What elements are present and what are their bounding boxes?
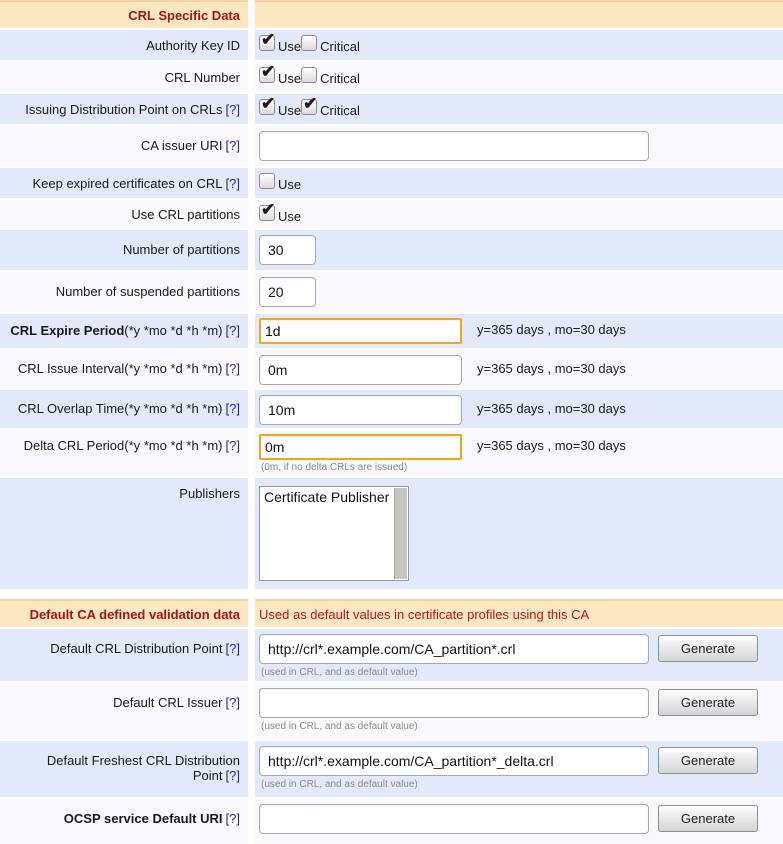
help-question-link[interactable]: ? [229, 641, 237, 656]
bracket: [ [225, 695, 230, 710]
bracket: ] [236, 102, 240, 117]
idp-use-checkbox[interactable] [259, 99, 275, 115]
bracket: [ [225, 138, 230, 153]
partitions-use-checkbox[interactable] [259, 205, 275, 221]
label-text: Delta CRL Period(*y *mo *d *h *m) [23, 438, 223, 453]
label-text: Default CRL Distribution Point [50, 641, 223, 656]
row-default-crl-issuer [0, 683, 783, 739]
bracket: ] [236, 695, 240, 710]
delta-crl-period-label [0, 430, 248, 476]
authority-key-id-critical-group [301, 35, 360, 54]
help-link-default-crl-issuer [226, 695, 240, 710]
bracket: [ [225, 641, 230, 656]
authority-key-id-critical-checkbox[interactable] [301, 35, 317, 51]
default-freshest-crl-distribution-point-input[interactable] [259, 746, 649, 776]
keep-expired-use-checkbox[interactable] [259, 173, 275, 189]
help-question-link[interactable]: ? [229, 811, 237, 826]
use-label: Use [278, 103, 302, 118]
idp-use-group [259, 99, 301, 118]
delta-crl-period-input[interactable] [259, 434, 462, 460]
issuing-distribution-point-controls [255, 94, 783, 124]
number-of-suspended-partitions-controls [255, 272, 783, 312]
unit-conversion-note: y=365 days , mo=30 days [477, 361, 626, 376]
bracket: ] [236, 768, 240, 783]
crl-issue-interval-label [0, 350, 248, 388]
label-text: Keep expired certificates on CRL [32, 176, 223, 191]
used-in-crl-note: (used in CRL, and as default value) [261, 667, 418, 678]
bracket: ] [236, 811, 240, 826]
authority-key-id-use-checkbox[interactable] [259, 35, 275, 51]
row-use-crl-partitions [0, 200, 783, 228]
row-number-of-partitions [0, 230, 783, 270]
section-title: CRL Specific Data [0, 0, 248, 28]
row-crl-overlap-time [0, 390, 783, 428]
delta-crl-period-controls [255, 430, 783, 476]
crl-expire-period-label [0, 314, 248, 348]
use-label: Use [278, 71, 302, 86]
crl-issue-interval-controls [255, 350, 783, 388]
help-link-ca-issuer-uri [226, 138, 240, 153]
label-text: Use CRL partitions [131, 207, 240, 222]
crl-number-controls [255, 62, 783, 92]
use-crl-partitions-controls [255, 200, 783, 228]
idp-critical-checkbox[interactable] [301, 99, 317, 115]
generate-button-issuer[interactable]: Generate [658, 689, 758, 716]
row-delta-crl-period [0, 430, 783, 476]
crl-overlap-time-controls [255, 390, 783, 428]
critical-label: Critical [320, 39, 360, 54]
help-question-link[interactable]: ? [229, 361, 237, 376]
help-question-link[interactable]: ? [229, 138, 237, 153]
use-crl-partitions-label [0, 200, 248, 228]
help-question-link[interactable]: ? [229, 323, 237, 338]
bracket: ] [236, 361, 240, 376]
label-text: Number of partitions [122, 242, 240, 257]
section-subtitle: Used as default values in certificate profiles using this CA [255, 599, 783, 627]
help-question-link[interactable]: ? [229, 768, 237, 783]
ocsp-service-default-uri-label [0, 799, 248, 844]
number-of-partitions-input[interactable] [259, 235, 316, 265]
unit-conversion-note: y=365 days , mo=30 days [477, 322, 626, 337]
bracket: ] [236, 438, 240, 453]
label-text: Default Freshest CRL Distribution Point [46, 753, 240, 783]
delta-crl-subnote: (0m, if no delta CRLs are issued) [261, 462, 408, 473]
bracket: [ [225, 768, 230, 783]
publishers-controls [255, 478, 783, 589]
row-crl-expire-period [0, 314, 783, 348]
crl-expire-period-controls [255, 314, 783, 348]
row-ocsp-service-default-uri [0, 799, 783, 844]
authority-key-id-use-group [259, 35, 301, 54]
used-in-crl-note: (used in CRL, and as default value) [261, 721, 418, 732]
help-link-issuing-distribution-point [226, 102, 240, 117]
use-label: Use [278, 39, 302, 54]
crl-number-critical-group [301, 67, 360, 86]
section-header-default-validation-data [0, 599, 783, 627]
bracket: [ [225, 176, 230, 191]
publishers-listbox[interactable] [259, 486, 409, 581]
row-keep-expired [0, 168, 783, 198]
listbox-scrollbar[interactable] [394, 488, 407, 579]
label-text: CA issuer URI [140, 138, 223, 153]
critical-label: Critical [320, 71, 360, 86]
ocsp-service-default-uri-input[interactable] [259, 804, 649, 834]
default-freshest-crl-distribution-point-controls [255, 741, 783, 797]
crl-number-use-group [259, 67, 301, 86]
label-text: Publishers [179, 486, 240, 501]
number-of-partitions-controls [255, 230, 783, 270]
label-text: Number of suspended partitions [55, 284, 240, 299]
bracket: [ [225, 323, 230, 338]
publishers-option[interactable]: Certificate Publisher [264, 489, 390, 505]
crl-issue-interval-input[interactable] [259, 355, 462, 385]
default-crl-issuer-input[interactable] [259, 688, 649, 718]
label-strong: CRL Expire Period [10, 323, 125, 338]
bracket: [ [225, 438, 230, 453]
ca-issuer-uri-label [0, 126, 248, 166]
generate-button-freshest[interactable]: Generate [658, 747, 758, 774]
row-ca-issuer-uri [0, 126, 783, 166]
used-in-crl-note: (used in CRL, and as default value) [261, 779, 418, 790]
bracket: [ [225, 811, 230, 826]
help-question-link[interactable]: ? [229, 401, 237, 416]
label-text: CRL Overlap Time(*y *mo *d *h *m) [17, 401, 223, 416]
help-link-ocsp [226, 811, 240, 826]
help-link-default-crl-distribution-point [226, 641, 240, 656]
issuing-distribution-point-label [0, 94, 248, 124]
authority-key-id-label [0, 30, 248, 60]
unit-conversion-note: y=365 days , mo=30 days [477, 401, 626, 416]
bracket: ] [236, 138, 240, 153]
default-crl-issuer-label [0, 683, 248, 739]
bracket: [ [225, 401, 230, 416]
bracket: ] [236, 401, 240, 416]
help-link-crl-overlap-time [226, 401, 240, 416]
partitions-use-group [259, 205, 301, 224]
number-of-partitions-label [0, 230, 248, 270]
unit-conversion-note: y=365 days , mo=30 days [477, 438, 626, 453]
ocsp-service-default-uri-controls [255, 799, 783, 844]
section-title: Default CA defined validation data [0, 599, 248, 627]
idp-critical-group [301, 99, 360, 118]
bracket: [ [225, 102, 230, 117]
section-gap [0, 591, 783, 599]
help-link-crl-expire-period [226, 323, 240, 338]
help-link-crl-issue-interval [226, 361, 240, 376]
row-publishers [0, 478, 783, 589]
generate-button-ocsp[interactable]: Generate [658, 805, 758, 832]
help-link-keep-expired [226, 176, 240, 191]
help-question-link[interactable]: ? [229, 438, 237, 453]
section-header-crl-specific-data [0, 0, 783, 28]
row-number-of-suspended-partitions [0, 272, 783, 312]
row-default-freshest-crl-distribution-point [0, 741, 783, 797]
help-question-link[interactable]: ? [229, 102, 237, 117]
row-crl-number [0, 62, 783, 92]
label-text: Default CRL Issuer [113, 695, 223, 710]
generate-button-dcdp[interactable]: Generate [658, 635, 758, 662]
keep-expired-use-group [259, 173, 301, 192]
default-crl-distribution-point-label [0, 629, 248, 681]
bracket: ] [236, 176, 240, 191]
ca-issuer-uri-input[interactable] [259, 131, 649, 161]
number-of-suspended-partitions-input[interactable] [259, 277, 316, 307]
label-suffix: (*y *mo *d *h *m) [124, 323, 223, 338]
row-default-crl-distribution-point [0, 629, 783, 681]
default-crl-distribution-point-controls [255, 629, 783, 681]
help-question-link[interactable]: ? [229, 176, 237, 191]
use-label: Use [278, 209, 302, 224]
keep-expired-controls [255, 168, 783, 198]
label-strong: OCSP service Default URI [63, 811, 223, 826]
crl-number-label [0, 62, 248, 92]
label-text: CRL Issue Interval(*y *mo *d *h *m) [17, 361, 223, 376]
bracket: [ [225, 361, 230, 376]
number-of-suspended-partitions-label [0, 272, 248, 312]
bracket: ] [236, 323, 240, 338]
bracket: ] [236, 641, 240, 656]
crl-number-critical-checkbox[interactable] [301, 67, 317, 83]
ca-issuer-uri-controls [255, 126, 783, 166]
label-text: CRL Number [164, 70, 240, 85]
crl-overlap-time-label [0, 390, 248, 428]
crl-overlap-time-input[interactable] [259, 395, 462, 425]
crl-number-use-checkbox[interactable] [259, 67, 275, 83]
use-label: Use [278, 177, 302, 192]
help-link-default-freshest [226, 768, 240, 783]
crl-expire-period-input[interactable] [259, 318, 462, 344]
default-freshest-crl-distribution-point-label [0, 741, 248, 797]
keep-expired-label [0, 168, 248, 198]
publishers-label [0, 478, 248, 589]
help-question-link[interactable]: ? [229, 695, 237, 710]
row-issuing-distribution-point [0, 94, 783, 124]
label-text: Issuing Distribution Point on CRLs [25, 102, 223, 117]
default-crl-distribution-point-input[interactable] [259, 634, 649, 664]
row-authority-key-id [0, 30, 783, 60]
help-link-delta-crl-period [226, 438, 240, 453]
label-text: Authority Key ID [146, 38, 240, 53]
critical-label: Critical [320, 103, 360, 118]
default-crl-issuer-controls [255, 683, 783, 739]
section-header-spacer [255, 0, 783, 28]
row-crl-issue-interval [0, 350, 783, 388]
authority-key-id-controls [255, 30, 783, 60]
